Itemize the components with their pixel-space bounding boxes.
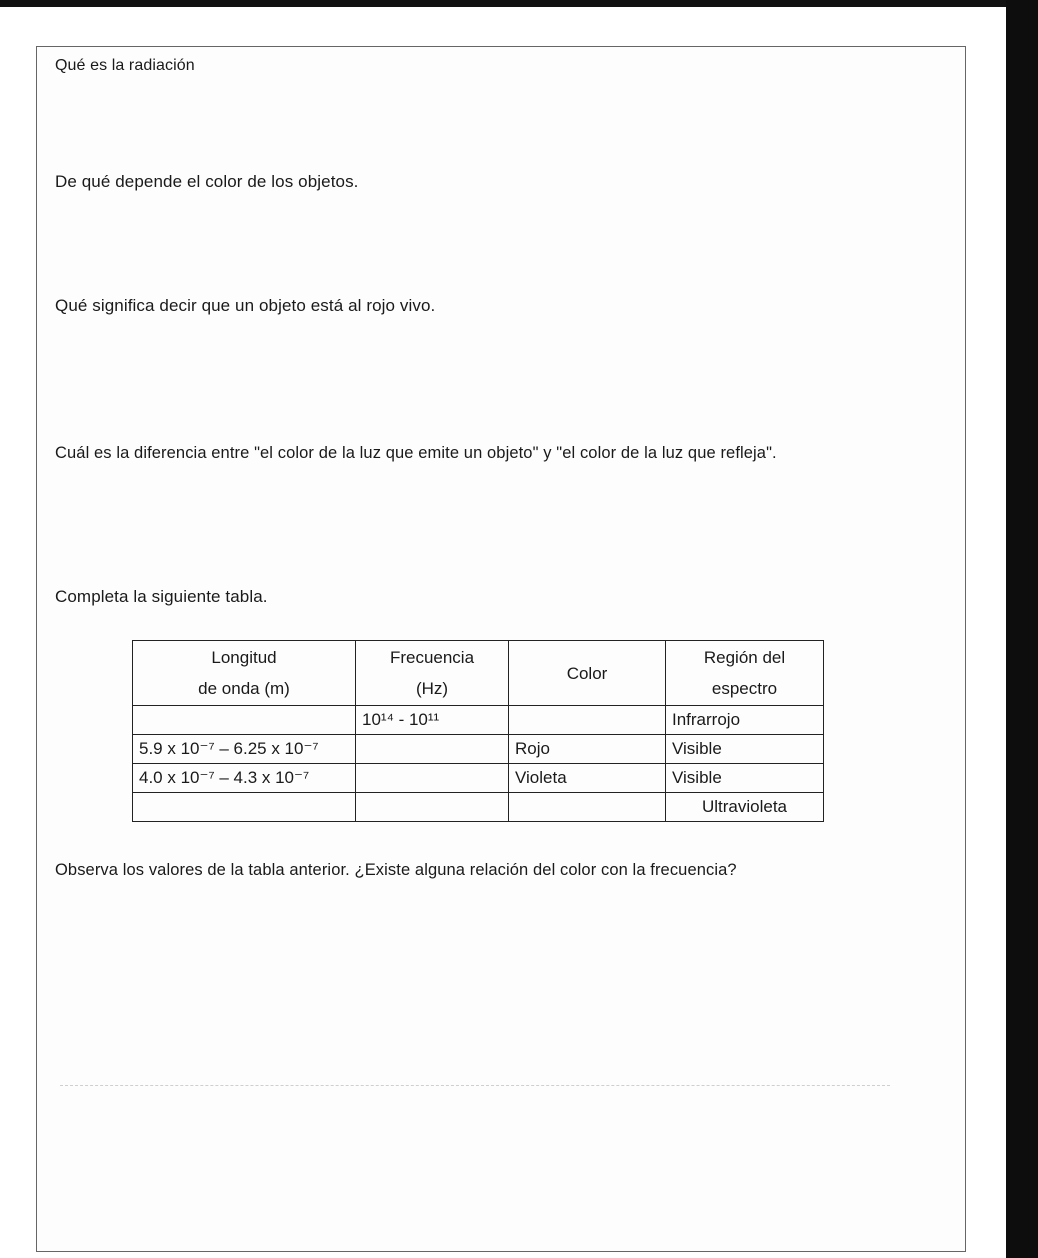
worksheet-page xyxy=(36,46,966,1252)
cell-region: Visible xyxy=(666,764,824,793)
question-color-frequency: Observa los valores de la tabla anterior. ¿Existe alguna relación del color con la frecuencia? xyxy=(55,861,737,879)
cell-frequency xyxy=(356,735,509,764)
cell-wavelength: 4.0 x 10⁻⁷ – 4.3 x 10⁻⁷ xyxy=(133,764,356,793)
cell-region: Infrarrojo xyxy=(666,706,824,735)
header-wavelength: Longitud de onda (m) xyxy=(133,641,356,706)
cell-region: Visible xyxy=(666,735,824,764)
table-row xyxy=(133,706,824,735)
cell-color xyxy=(509,706,666,735)
question-object-color: De qué depende el color de los objetos. xyxy=(55,172,359,191)
header-frequency: Frecuencia (Hz) xyxy=(356,641,509,706)
table-row xyxy=(133,735,824,764)
spectrum-table xyxy=(132,640,824,822)
table-row xyxy=(133,764,824,793)
question-radiation: Qué es la radiación xyxy=(55,57,195,74)
cell-frequency: 10¹⁴ - 10¹¹ xyxy=(356,706,509,735)
cell-color xyxy=(509,793,666,822)
top-dark-border xyxy=(0,0,1038,7)
header-region: Región del espectro xyxy=(666,641,824,706)
question-red-hot: Qué significa decir que un objeto está al rojo vivo. xyxy=(55,296,436,315)
instruction-complete-table: Completa la siguiente tabla. xyxy=(55,587,268,606)
cell-frequency xyxy=(356,793,509,822)
faint-divider xyxy=(60,1085,890,1086)
cell-region: Ultravioleta xyxy=(666,793,824,822)
cell-color: Rojo xyxy=(509,735,666,764)
cell-wavelength xyxy=(133,706,356,735)
cell-frequency xyxy=(356,764,509,793)
cell-wavelength: 5.9 x 10⁻⁷ – 6.25 x 10⁻⁷ xyxy=(133,735,356,764)
cell-color: Violeta xyxy=(509,764,666,793)
cell-wavelength xyxy=(133,793,356,822)
table-row xyxy=(133,793,824,822)
right-dark-border xyxy=(1006,0,1038,1258)
header-color: Color xyxy=(509,641,666,706)
question-emit-vs-reflect: Cuál es la diferencia entre "el color de la luz que emite un objeto" y "el color de la luz que refleja". xyxy=(55,444,777,462)
table-header-row xyxy=(133,641,824,706)
